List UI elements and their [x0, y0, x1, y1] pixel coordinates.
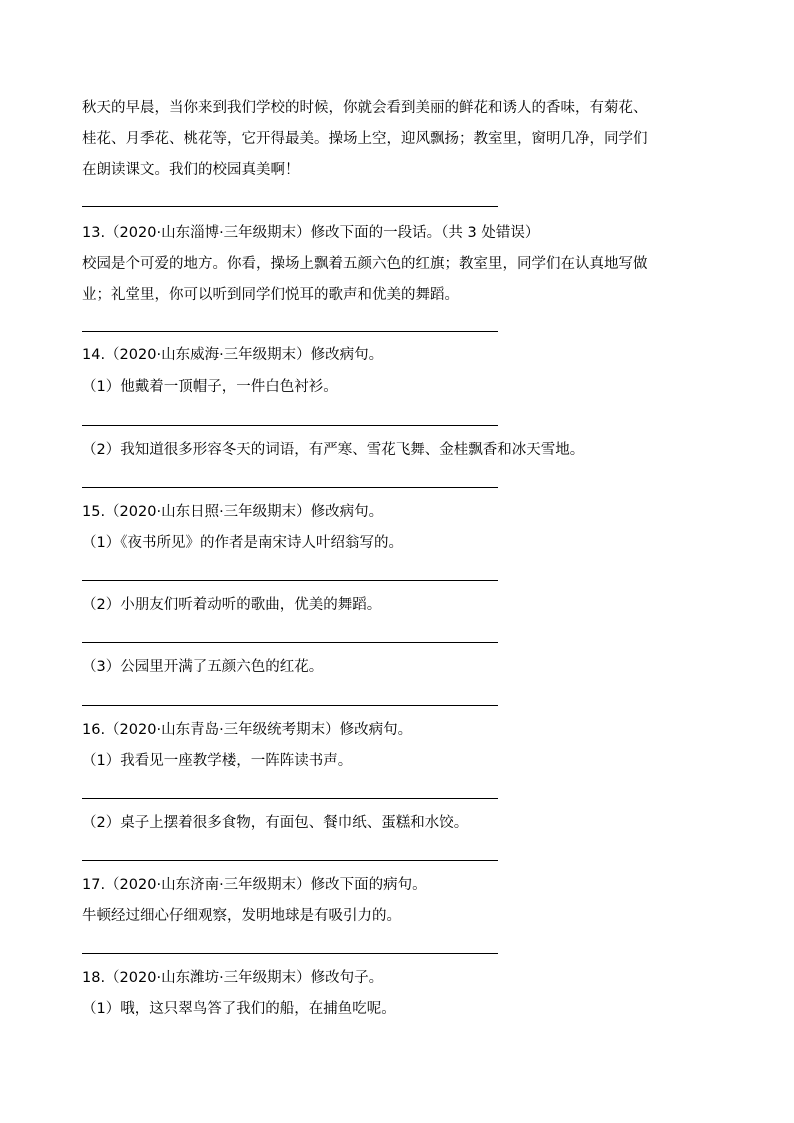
q13-passage-line-1: 校园是个可爱的地方。你看，操场上飘着五颜六色的红旗；教室里，同学们在认真地写做 [82, 256, 648, 272]
answer-line[interactable] [82, 860, 498, 861]
q17-passage: 牛顿经过细心仔细观察，发明地球是有吸引力的。 [82, 908, 401, 924]
q17-heading: 17.（2020·山东济南·三年级期末）修改下面的病句。 [82, 877, 427, 893]
q16-item-2: （2）桌子上摆着很多食物，有面包、餐巾纸、蛋糕和水饺。 [82, 815, 469, 831]
q15-item-3: （3）公园里开满了五颜六色的红花。 [82, 659, 324, 675]
q14-item-2: （2）我知道很多形容冬天的词语，有严寒、雪花飞舞、金桂飘香和冰天雪地。 [82, 442, 585, 458]
intro-passage-line-2: 桂花、月季花、桃花等，它开得最美。操场上空，迎风飘扬；教室里，窗明几净，同学们 [82, 131, 648, 147]
q16-heading: 16.（2020·山东青岛·三年级统考期末）修改病句。 [82, 722, 413, 738]
q15-heading: 15.（2020·山东日照·三年级期末）修改病句。 [82, 504, 384, 520]
q15-item-2: （2）小朋友们听着动听的歌曲，优美的舞蹈。 [82, 597, 382, 613]
q18-heading: 18.（2020·山东潍坊·三年级期末）修改句子。 [82, 970, 384, 986]
answer-line[interactable] [82, 705, 498, 706]
answer-line[interactable] [82, 580, 498, 581]
q13-heading: 13.（2020·山东淄博·三年级期末）修改下面的一段话。（共 3 处错误） [82, 225, 540, 241]
answer-line[interactable] [82, 642, 498, 643]
q15-item-1: （1）《夜书所见》的作者是南宋诗人叶绍翁写的。 [82, 535, 403, 551]
intro-passage-line-1: 秋天的早晨，当你来到我们学校的时候，你就会看到美丽的鲜花和诱人的香味，有菊花、 [82, 100, 648, 116]
intro-passage-line-3: 在朗读课文。我们的校园真美啊！ [82, 162, 300, 178]
answer-line[interactable] [82, 798, 498, 799]
answer-line[interactable] [82, 206, 498, 207]
q14-item-1: （1）他戴着一顶帽子，一件白色衬衫。 [82, 379, 338, 395]
q14-heading: 14.（2020·山东威海·三年级期末）修改病句。 [82, 347, 384, 363]
q13-passage-line-2: 业；礼堂里，你可以听到同学们悦耳的歌声和优美的舞蹈。 [82, 287, 459, 303]
answer-line[interactable] [82, 487, 498, 488]
answer-line[interactable] [82, 331, 498, 332]
q18-item-1: （1）哦，这只翠鸟答了我们的船，在捕鱼吃呢。 [82, 1001, 396, 1017]
q16-item-1: （1）我看见一座教学楼，一阵阵读书声。 [82, 753, 353, 769]
answer-line[interactable] [82, 425, 498, 426]
answer-line[interactable] [82, 953, 498, 954]
